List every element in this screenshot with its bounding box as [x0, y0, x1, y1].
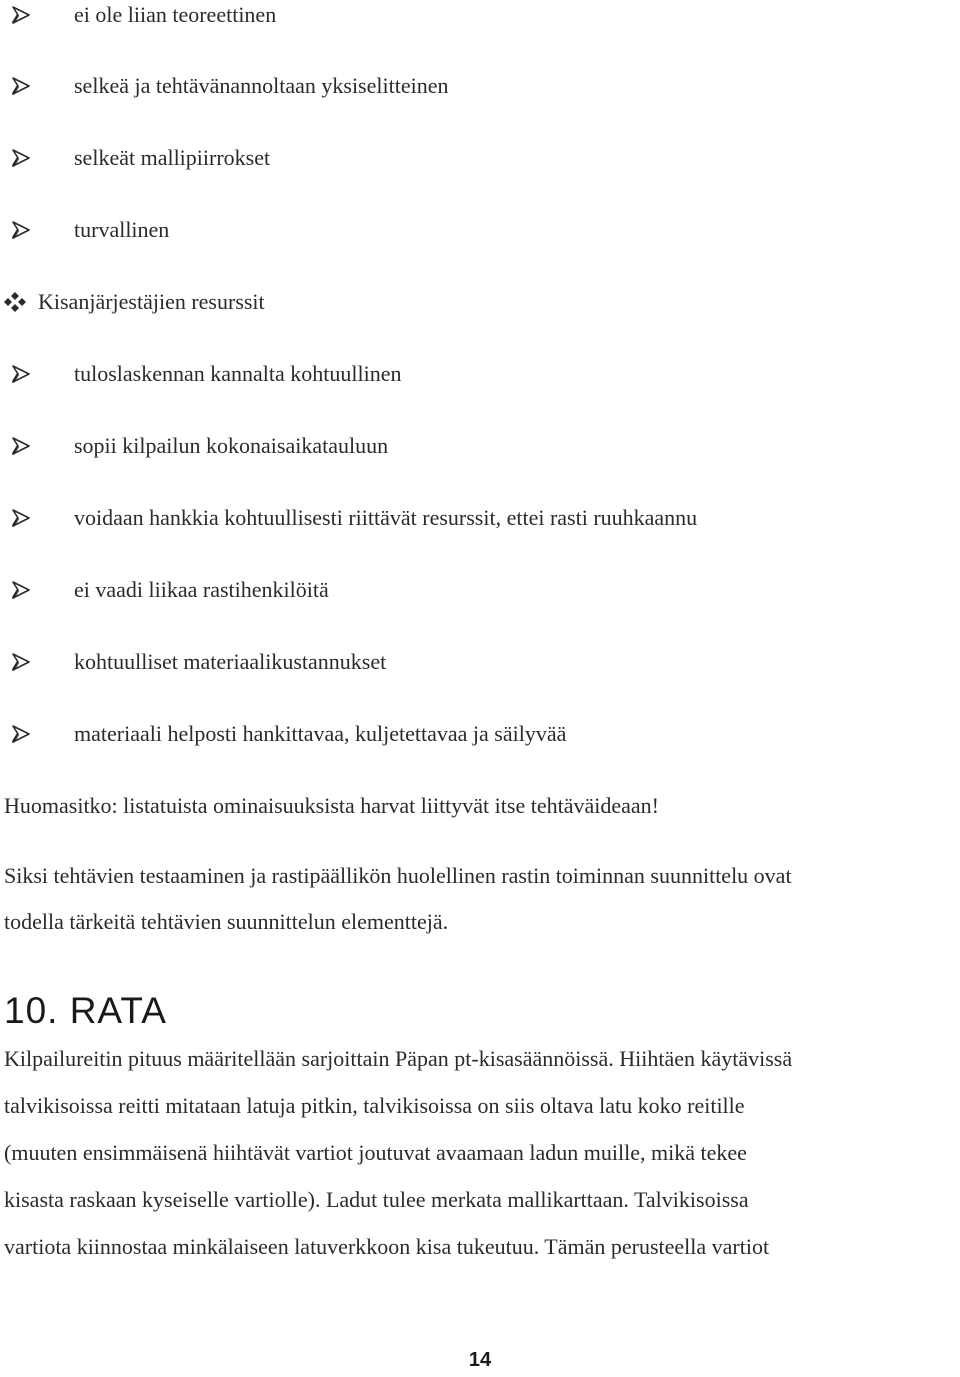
arrow-bullet-icon — [10, 651, 32, 673]
list-item-text: Kisanjärjestäjien resurssit — [38, 289, 265, 314]
arrow-bullet-icon — [10, 363, 32, 385]
list-item-text: voidaan hankkia kohtuullisesti riittävät resurssit, ettei rasti ruuhkaannu — [74, 505, 698, 530]
paragraph-line: (muuten ensimmäisenä hiihtävät vartiot joutuvat avaamaan ladun muille, mikä tekee — [4, 1140, 747, 1165]
arrow-bullet-icon — [10, 507, 32, 529]
paragraph-line: kisasta raskaan kyseiselle vartiolle). Ladut tulee merkata mallikarttaan. Talvikisoissa — [4, 1187, 749, 1212]
paragraph-line: talvikisoissa reitti mitataan latuja pitkin, talvikisoissa on siis oltava latu koko reitille — [4, 1093, 745, 1118]
paragraph-line: todella tärkeitä tehtävien suunnittelun elementtejä. — [4, 909, 449, 934]
arrow-bullet-icon — [10, 579, 32, 601]
list-item-text: materiaali helposti hankittavaa, kuljetettavaa ja säilyvää — [74, 721, 567, 746]
list-item-text: selkeät mallipiirrokset — [74, 145, 271, 170]
page-number: 14 — [468, 1349, 492, 1371]
paragraph-line: Siksi tehtävien testaaminen ja rastipäällikön huolellinen rastin toiminnan suunnittelu ovat — [4, 863, 792, 888]
list-item-text: selkeä ja tehtävänannoltaan yksiselitteinen — [74, 73, 449, 98]
arrow-bullet-icon — [10, 147, 32, 169]
list-item-text: kohtuulliset materiaalikustannukset — [74, 649, 387, 674]
arrow-bullet-icon — [10, 435, 32, 457]
arrow-bullet-icon — [10, 723, 32, 745]
arrow-bullet-icon — [10, 4, 32, 26]
diamond-bullet-icon — [2, 291, 28, 313]
paragraph-line: Kilpailureitin pituus määritellään sarjoittain Päpan pt-kisasäännöissä. Hiihtäen käytävissä — [4, 1046, 793, 1071]
note-line: Huomasitko: listatuista ominaisuuksista harvat liittyvät itse tehtäväideaan! — [4, 793, 659, 818]
paragraph-line: vartiota kiinnostaa minkälaiseen latuverkkoon kisa tukeutuu. Tämän perusteella vartiot — [4, 1234, 770, 1259]
section-heading: 10. RATA — [4, 990, 167, 1031]
list-item-text: ei ole liian teoreettinen — [74, 2, 277, 27]
arrow-bullet-icon — [10, 75, 32, 97]
list-item-text: tuloslaskennan kannalta kohtuullinen — [74, 361, 402, 386]
list-item-text: sopii kilpailun kokonaisaikatauluun — [74, 433, 389, 458]
arrow-bullet-icon — [10, 219, 32, 241]
list-item-text: ei vaadi liikaa rastihenkilöitä — [74, 577, 329, 602]
list-item-text: turvallinen — [74, 217, 170, 242]
